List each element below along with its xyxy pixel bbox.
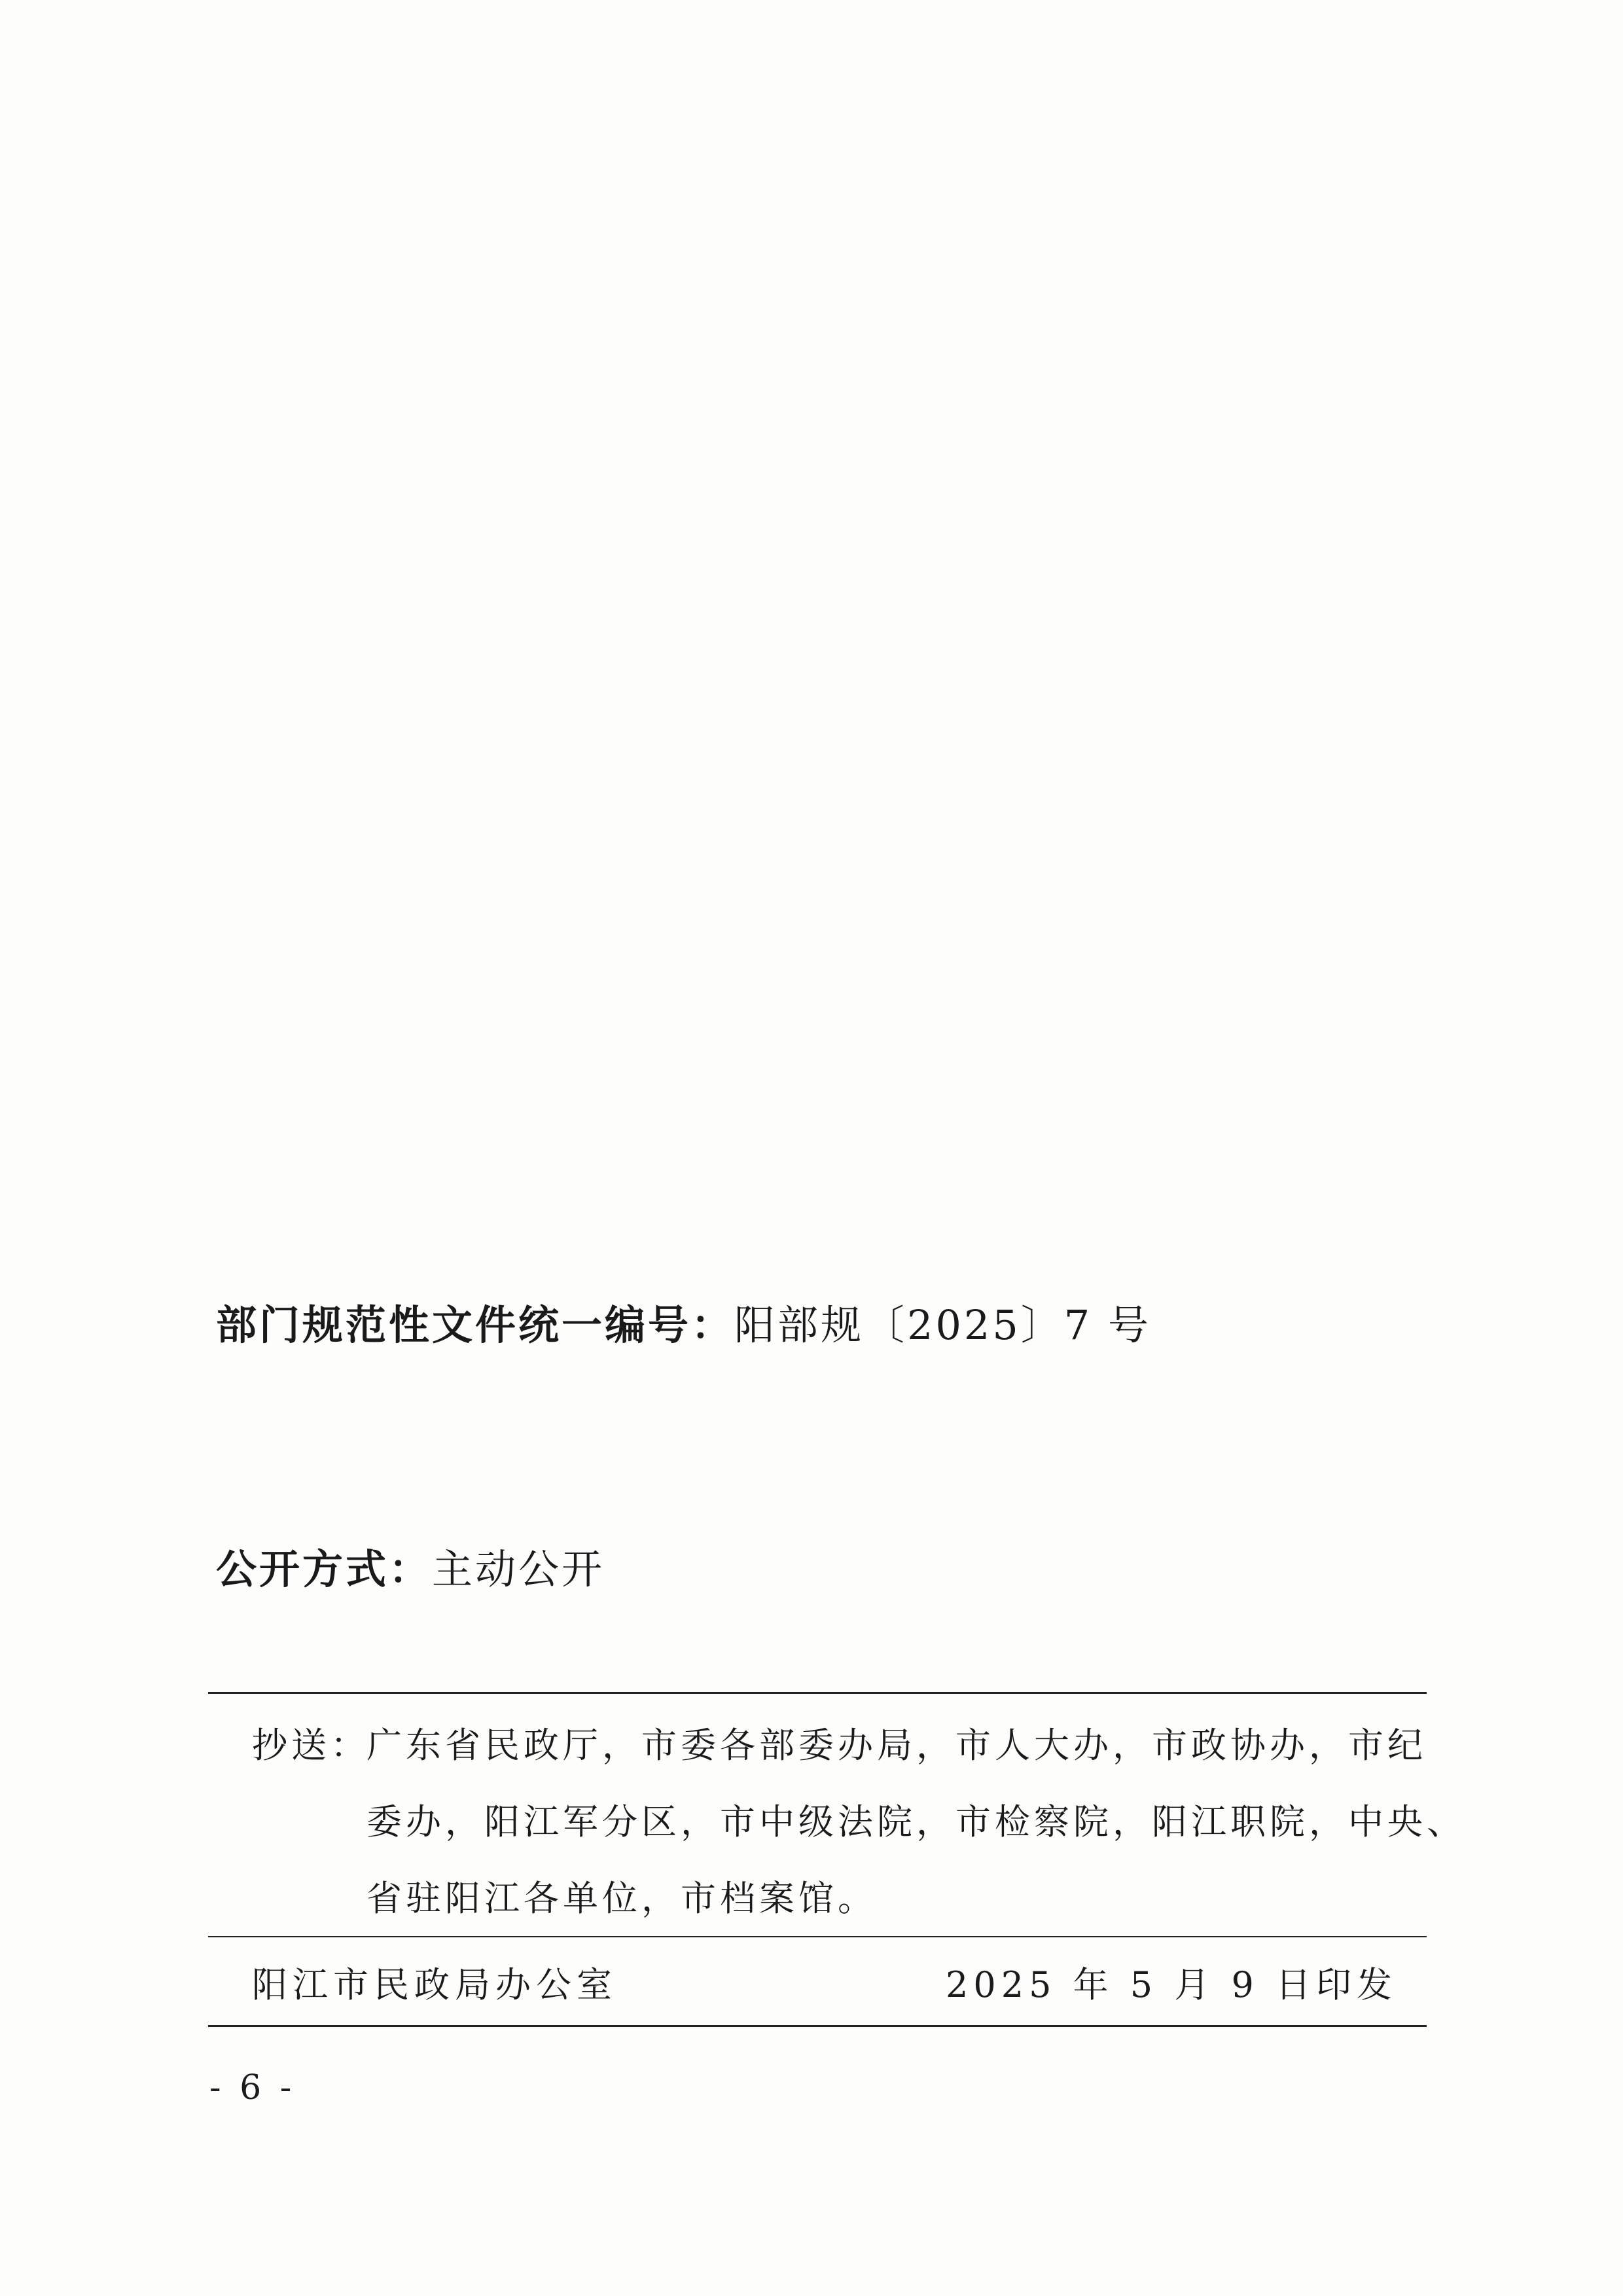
cc-line-1: 广东省民政厅，市委各部委办局，市人大办，市政协办，市纪 [366, 1725, 1427, 1766]
cc-block [252, 1707, 1466, 1937]
cc-line-3: 省驻阳江各单位，市档案馆。 [366, 1878, 877, 1919]
cc-label: 抄送： [252, 1725, 370, 1766]
disclosure-line [216, 1537, 605, 1595]
disclosure-value: 主动公开 [432, 1545, 605, 1593]
bottom-divider [208, 2025, 1427, 2027]
disclosure-label: 公开方式： [216, 1545, 433, 1593]
top-divider [208, 1692, 1427, 1694]
issue-date: 2025 年 5 月 9 日印发 [946, 1964, 1397, 2005]
middle-divider [208, 1936, 1427, 1937]
cc-line-2: 委办，阳江军分区，市中级法院，市检察院，阳江职院，中央、 [366, 1801, 1466, 1842]
doc-number-value: 阳部规〔2025〕7 号 [734, 1301, 1151, 1349]
issuer: 阳江市民政局办公室 [252, 1964, 617, 2005]
doc-number-line [216, 1293, 1151, 1351]
doc-number-label: 部门规范性文件统一编号： [216, 1301, 735, 1349]
cc-row-1 [252, 1707, 1427, 1784]
page-number: - 6 - [209, 2068, 296, 2108]
